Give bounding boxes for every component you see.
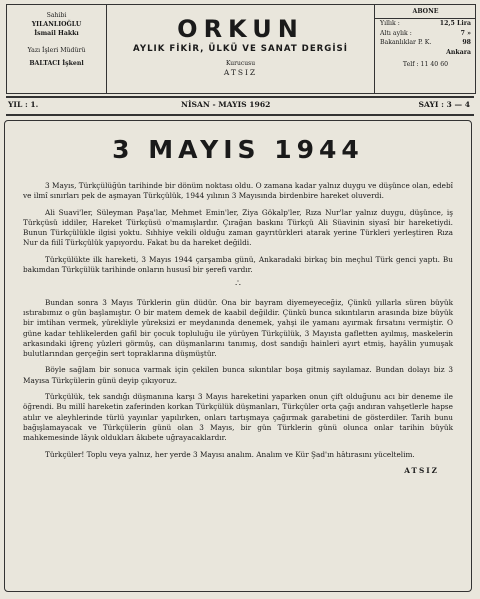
article-body	[23, 181, 453, 476]
founder-label: Kurucusu	[225, 60, 256, 67]
owner-name: YILANLIOĞLU	[31, 21, 82, 28]
section-separator: ∴	[235, 279, 241, 290]
masthead	[6, 4, 476, 94]
title-block	[107, 5, 374, 93]
article-paragraph: Ali Suavi'ler, Süleyman Paşa'lar, Mehmet Emin'ler, Ziya Gökalp'ler, Rıza Nur'lar yalnız duygu, düşünce, iş Türkçüsü iddiler, Hareket Türkçüsü o'mamışlardır. Çırağan baskını Türkçü Ali Süavinin siyasî bir hareketiydi. Bunun Türkçülükle ilgisi yoktu. Sıhhiye vekili olduğu zaman gayrıtürkleri atarak yerine Türkleri yerleştiren Rıza Nur da fiilî Türkçülük yapıyordu. Fakat bu da hareket değildi.	[23, 207, 453, 248]
article-paragraph: 3 Mayıs, Türkçülüğün tarihinde bir dönüm noktası oldu. O zamana kadar yalnız duygu ve düşünce olan, edebî ve ilmî sınırları pek de aşmayan Türkçülük, 1944 yılının 3 Mayısında birdenbire hareket oluverdi.	[23, 181, 453, 201]
article	[4, 120, 472, 592]
subscription-label: Yıllık :	[380, 20, 400, 27]
editor-label: Yazı İşleri Müdürü	[27, 47, 86, 54]
owner-block	[7, 5, 107, 93]
subscription-value: 12,5 Lira	[439, 20, 471, 27]
subscription-block	[374, 5, 476, 93]
subscription-phone: Telf : 11 40 60	[402, 61, 449, 68]
article-paragraph: Türkçülük, tek sandığı düşmanına karşı 3 Mayıs hareketini yaparken onun çift olduğunu acı bir deneme ile öğrendi. Bu millî hareketin zaferinden korkan Türkçülük düşmanları, Türkçüler orta çağı andıran vahşetlerle hapse atılır ve aleyhlerinde türlü yayınlar yapılırken, onları tartışmaya çağırmak garabetini de gösterdiler. Tarih bunu bağışlamayacak ve Türkçülerin günü olan 3 Mayıs, bir gün Türklerin günü olunca onlar tarihin büyük mahkemesinde lâyık oldukları âkıbete uğrayacaklardır.	[23, 392, 453, 443]
subscription-value: 98	[462, 39, 471, 46]
subscription-label: Altı aylık :	[380, 29, 412, 37]
article-paragraph: Böyle sağlam bir sonuca varmak için çekilen bunca sıkıntılar boşa gitmiş sayılamaz. Bundan dolayı biz 3 Mayısa Türkçülerin günü deyip çıkıyoruz.	[23, 365, 453, 385]
article-headline: 3 MAYIS 1944	[112, 135, 364, 164]
article-signature: ATSIZ	[404, 465, 439, 475]
subscription-row	[375, 38, 476, 48]
issue-year: YIL : 1.	[8, 100, 39, 109]
subscription-city: Ankara	[446, 48, 471, 56]
subscription-row	[375, 29, 476, 39]
magazine-subtitle: AYLIK FİKİR, ÜLKÜ VE SANAT DERGİSİ	[133, 44, 348, 54]
owner-label: Sahibi	[46, 12, 67, 19]
issue-bar	[6, 96, 474, 116]
editor-name: BALTACI İşkenl	[29, 60, 84, 67]
owner-person: İsmail Hakkı	[34, 30, 79, 37]
subscription-row	[375, 19, 476, 29]
article-paragraph: Türkçüler! Toplu veya yalnız, her yerde 3 Mayısı analım. Analım ve Kür Şad'ın hâtırasını yüceltelim.	[45, 449, 415, 459]
article-paragraph: Bundan sonra 3 Mayıs Türklerin gün düdür. Ona bir bayram diyemeyeceğiz, Çünkü yıllarla süren büyük ıstırabımız o gün başlamıştır. O bir matem demek de kaabil değildir. Çünkü bunca sıkıntıların arasında bize büyük bir imtihan vermek, yürekliyle yüreksizi er meydanında denemek, yahşi ile yamanı ayırmak fırsatını vermiştir. O güne kadar tehlikelerden gafil bir çocuk topluluğu ile yürüyen Türkçülük, 3 Mayısta gafletten ayılmış, maskelerin arkasındaki iğrenç yüzleri görmüş, can düşmanlarını tanımış, dost sandığı hainleri ayırt etmiş, hayâlin yumuşak bulutlarından gerçeğin sert topraklarına düşmüştür.	[23, 297, 453, 359]
article-paragraph: Türkçülükte ilk hareketi, 3 Mayıs 1944 çarşamba günü, Ankaradaki birkaç bin meçhul Türk genci yaptı. Bu bakımdan Türkçülük tarihinde onların hususî bir şerefi vardır.	[23, 254, 453, 275]
issue-number: SAYI : 3 — 4	[418, 100, 470, 109]
subscription-heading: ABONE	[375, 5, 476, 19]
magazine-title: ORKUN	[177, 15, 304, 43]
founder-name: ATSIZ	[223, 68, 258, 77]
subscription-label: Bakanlıklar P. K.	[380, 39, 432, 46]
issue-date: NİSAN - MAYIS 1962	[181, 100, 271, 109]
subscription-value: 7 »	[460, 29, 471, 37]
